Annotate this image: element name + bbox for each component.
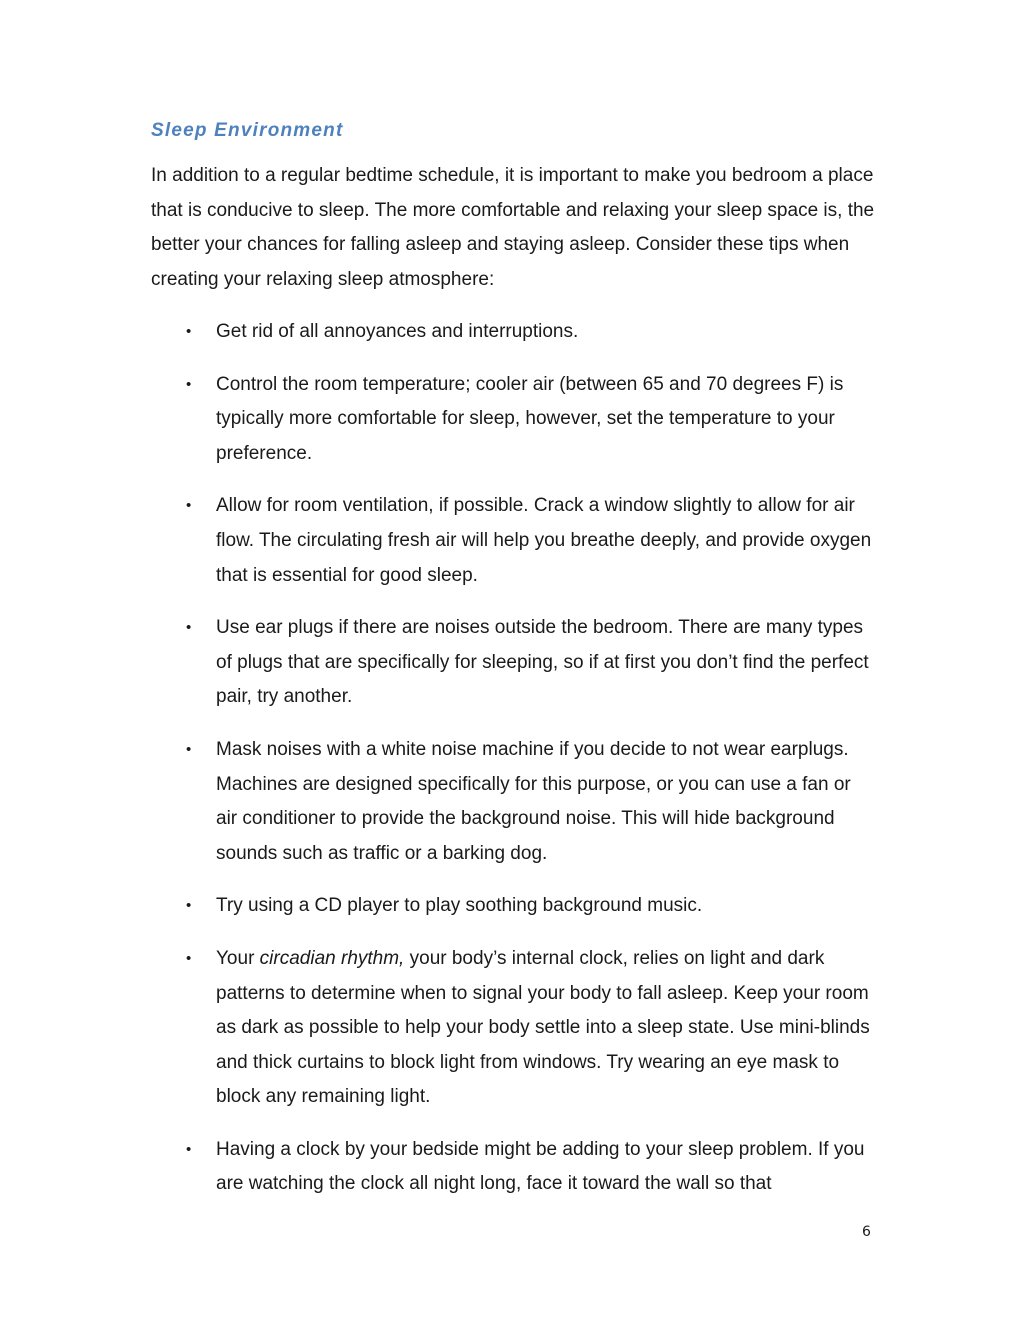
list-item-text: Having a clock by your bedside might be adding to your sleep problem. If you are watching the clock all night long, face it toward the wall so that: [216, 1138, 865, 1195]
bullet-icon: •: [186, 619, 192, 637]
list-item-prefix: Your: [216, 947, 260, 969]
bullet-icon: •: [186, 375, 192, 393]
list-item: [0, 1133, 876, 1202]
page-number: 6: [862, 1224, 871, 1240]
emphasized-term: circadian rhythm,: [259, 947, 405, 969]
list-item: [0, 889, 876, 924]
list-item-text: [216, 948, 870, 1107]
bullet-icon: •: [186, 497, 192, 515]
list-item: [0, 368, 876, 472]
list-item-text: Mask noises with a white noise machine if you decide to not wear earplugs. Machines are designed specifically for this purpose, or you can use a fan or air conditioner to provide the background noise. This will hide background sounds such as traffic or a barking dog.: [216, 738, 851, 864]
bullet-icon: •: [186, 323, 192, 340]
list-item-text: Allow for room ventilation, if possible. Crack a window slightly to allow for air flow. The circulating fresh air will help you breathe deeply, and provide oxygen that is essential for good sleep.: [216, 495, 872, 586]
list-item: [0, 733, 876, 871]
list-item-text: Get rid of all annoyances and interruptions.: [216, 321, 579, 342]
intro-paragraph: In addition to a regular bedtime schedule, it is important to make you bedroom a place that is conducive to sleep. The more comfortable and relaxing your sleep space is, the better your chances for falling asleep and staying asleep. Consider these tips when creating your relaxing sleep atmosphere:: [151, 165, 875, 290]
list-item-suffix: your body’s internal clock, relies on light and dark patterns to determine when to signal your body to fall asleep. Keep your room as dark as possible to help your body settle into a sleep state. Use mini-blinds and thick curtains to block light from windows. Try wearing an eye mask to block any remaining light.: [216, 947, 870, 1108]
bullet-icon: •: [186, 1140, 192, 1158]
tips-list: [0, 315, 1024, 1220]
list-item-text: Try using a CD player to play soothing background music.: [216, 895, 703, 917]
bullet-icon: •: [186, 897, 192, 915]
section-heading: Sleep Environment: [151, 120, 344, 141]
bullet-icon: •: [186, 949, 192, 967]
list-item-text: Use ear plugs if there are noises outside the bedroom. There are many types of plugs that are specifically for sleeping, so if at first you don’t find the perfect pair, try another.: [216, 617, 869, 708]
list-item: [0, 611, 876, 715]
list-item: [0, 315, 876, 350]
list-item-text: Control the room temperature; cooler air (between 65 and 70 degrees F) is typically more comfortable for sleep, however, set the temperature to your preference.: [216, 373, 844, 464]
bullet-icon: •: [186, 740, 192, 758]
list-item: [0, 489, 876, 593]
list-item: [0, 942, 876, 1115]
